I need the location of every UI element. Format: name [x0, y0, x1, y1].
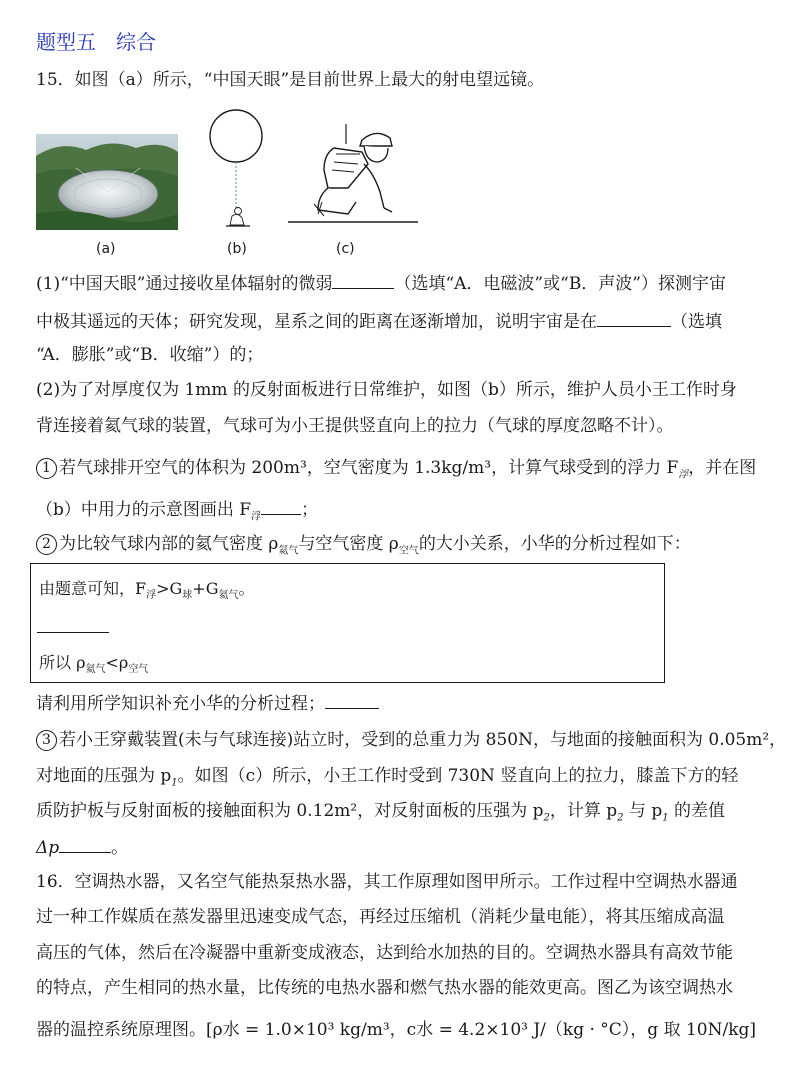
circled-number-1: 1 [36, 458, 57, 479]
analysis-box [30, 563, 665, 683]
q15-part1-line3: “A．膨胀”或“B．收缩”）的； [36, 345, 264, 365]
q15-part2-line2: 背连接着氦气球的装置，气球可为小王提供竖直向上的拉力（气球的厚度忽略不计）。 [36, 416, 674, 436]
q16-line5: 器的温控系统原理图。[ρ水 = 1.0×10³ kg/m³，c水 = 4.2×10³ J/（kg · °C），g 取 10N/kg] [36, 1020, 757, 1040]
section-title: 题型五 综合 [36, 30, 156, 54]
telescope-photo [36, 134, 178, 230]
q15-intro: 15．如图（a）所示，“中国天眼”是目前世界上最大的射电望远镜。 [36, 70, 545, 90]
answer-blank-2[interactable] [597, 308, 671, 327]
q15-sub3-line3: 质防护板与反射面板的接触面积为 0.12m²，对反射面板的压强为 $p_2$，计算 $p_2$ 与 $p_1$ 的差值 [36, 801, 726, 824]
balloon-figure [204, 108, 268, 232]
q15-part1-line2: 中极其遥远的天体；研究发现，星系之间的距离在逐渐增加，说明宇宙是在 （选填 [36, 308, 722, 334]
q16-line1: 16．空调热水器，又名空气能热泵热水器，其工作原理如图甲所示。工作过程中空调热水器通 [36, 872, 738, 892]
q16-line2: 过一种工作媒质在蒸发器里迅速变成气态，再经过压缩机（消耗少量电能），将其压缩成高温 [36, 907, 725, 927]
analysis-line-1: 由题意可知，$F_浮>G_球+G_{氦气}$。 [39, 579, 255, 602]
caption-b: (b) [227, 241, 247, 257]
caption-a: (a) [96, 241, 116, 257]
q16-line3: 高压的气体，然后在冷凝器中重新变成液态，达到给水加热的目的。空调热水器具有高效节能 [36, 943, 733, 963]
q15-sub1-line1: 1 若气球排开空气的体积为 200m³，空气密度为 1.3kg/m³，计算气球受到的浮力 $F_浮$，并在图 [36, 456, 756, 487]
q15-sub1-line2: （b）中用力的示意图画出 $F_浮$ ； [36, 496, 318, 529]
caption-c: (c) [336, 241, 355, 257]
q15-part1-line1: (1)“中国天眼”通过接收星体辐射的微弱 （选填“A．电磁波”或“B．声波”）探测宇宙 [36, 270, 726, 296]
q15-sub3-line2: 对地面的压强为 $p_1$。如图（c）所示，小王工作时受到 730N 竖直向上的拉力，膝盖下方的轻 [36, 766, 739, 789]
q15-sub3-line4: Δp 。 [36, 834, 128, 860]
q15-sub3-line1: 3 若小王穿戴装置(未与气球连接)站立时，受到的总重力为 850N，与地面的接触面积为 0.05m²， [36, 728, 786, 752]
circled-number-3: 3 [36, 730, 57, 751]
q15-after-box: 请利用所学知识补充小华的分析过程； [36, 690, 379, 716]
answer-blank-5[interactable] [59, 834, 111, 853]
answer-blank-3[interactable] [261, 496, 301, 515]
answer-blank-4[interactable] [325, 690, 379, 709]
q15-sub2-line1: 2 为比较气球内部的氦气密度 $\rho_{氦气}$与空气密度 $\rho_{空气}$的大小关系，小华的分析过程如下： [36, 532, 691, 563]
q15-part2-line1: (2)为了对厚度仅为 1mm 的反射面板进行日常维护，如图（b）所示，维护人员小王工作时身 [36, 380, 737, 400]
circled-number-2: 2 [36, 534, 57, 555]
q16-line4: 的特点，产生相同的热水量，比传统的电热水器和燃气热水器的能效更高。图乙为该空调热水 [36, 978, 733, 998]
analysis-line-3: 所以 $\rho_{氦气}<\rho_{空气}$ [39, 653, 149, 676]
worker-figure [288, 124, 418, 228]
answer-blank-1[interactable] [332, 270, 394, 289]
analysis-blank[interactable] [37, 632, 109, 633]
